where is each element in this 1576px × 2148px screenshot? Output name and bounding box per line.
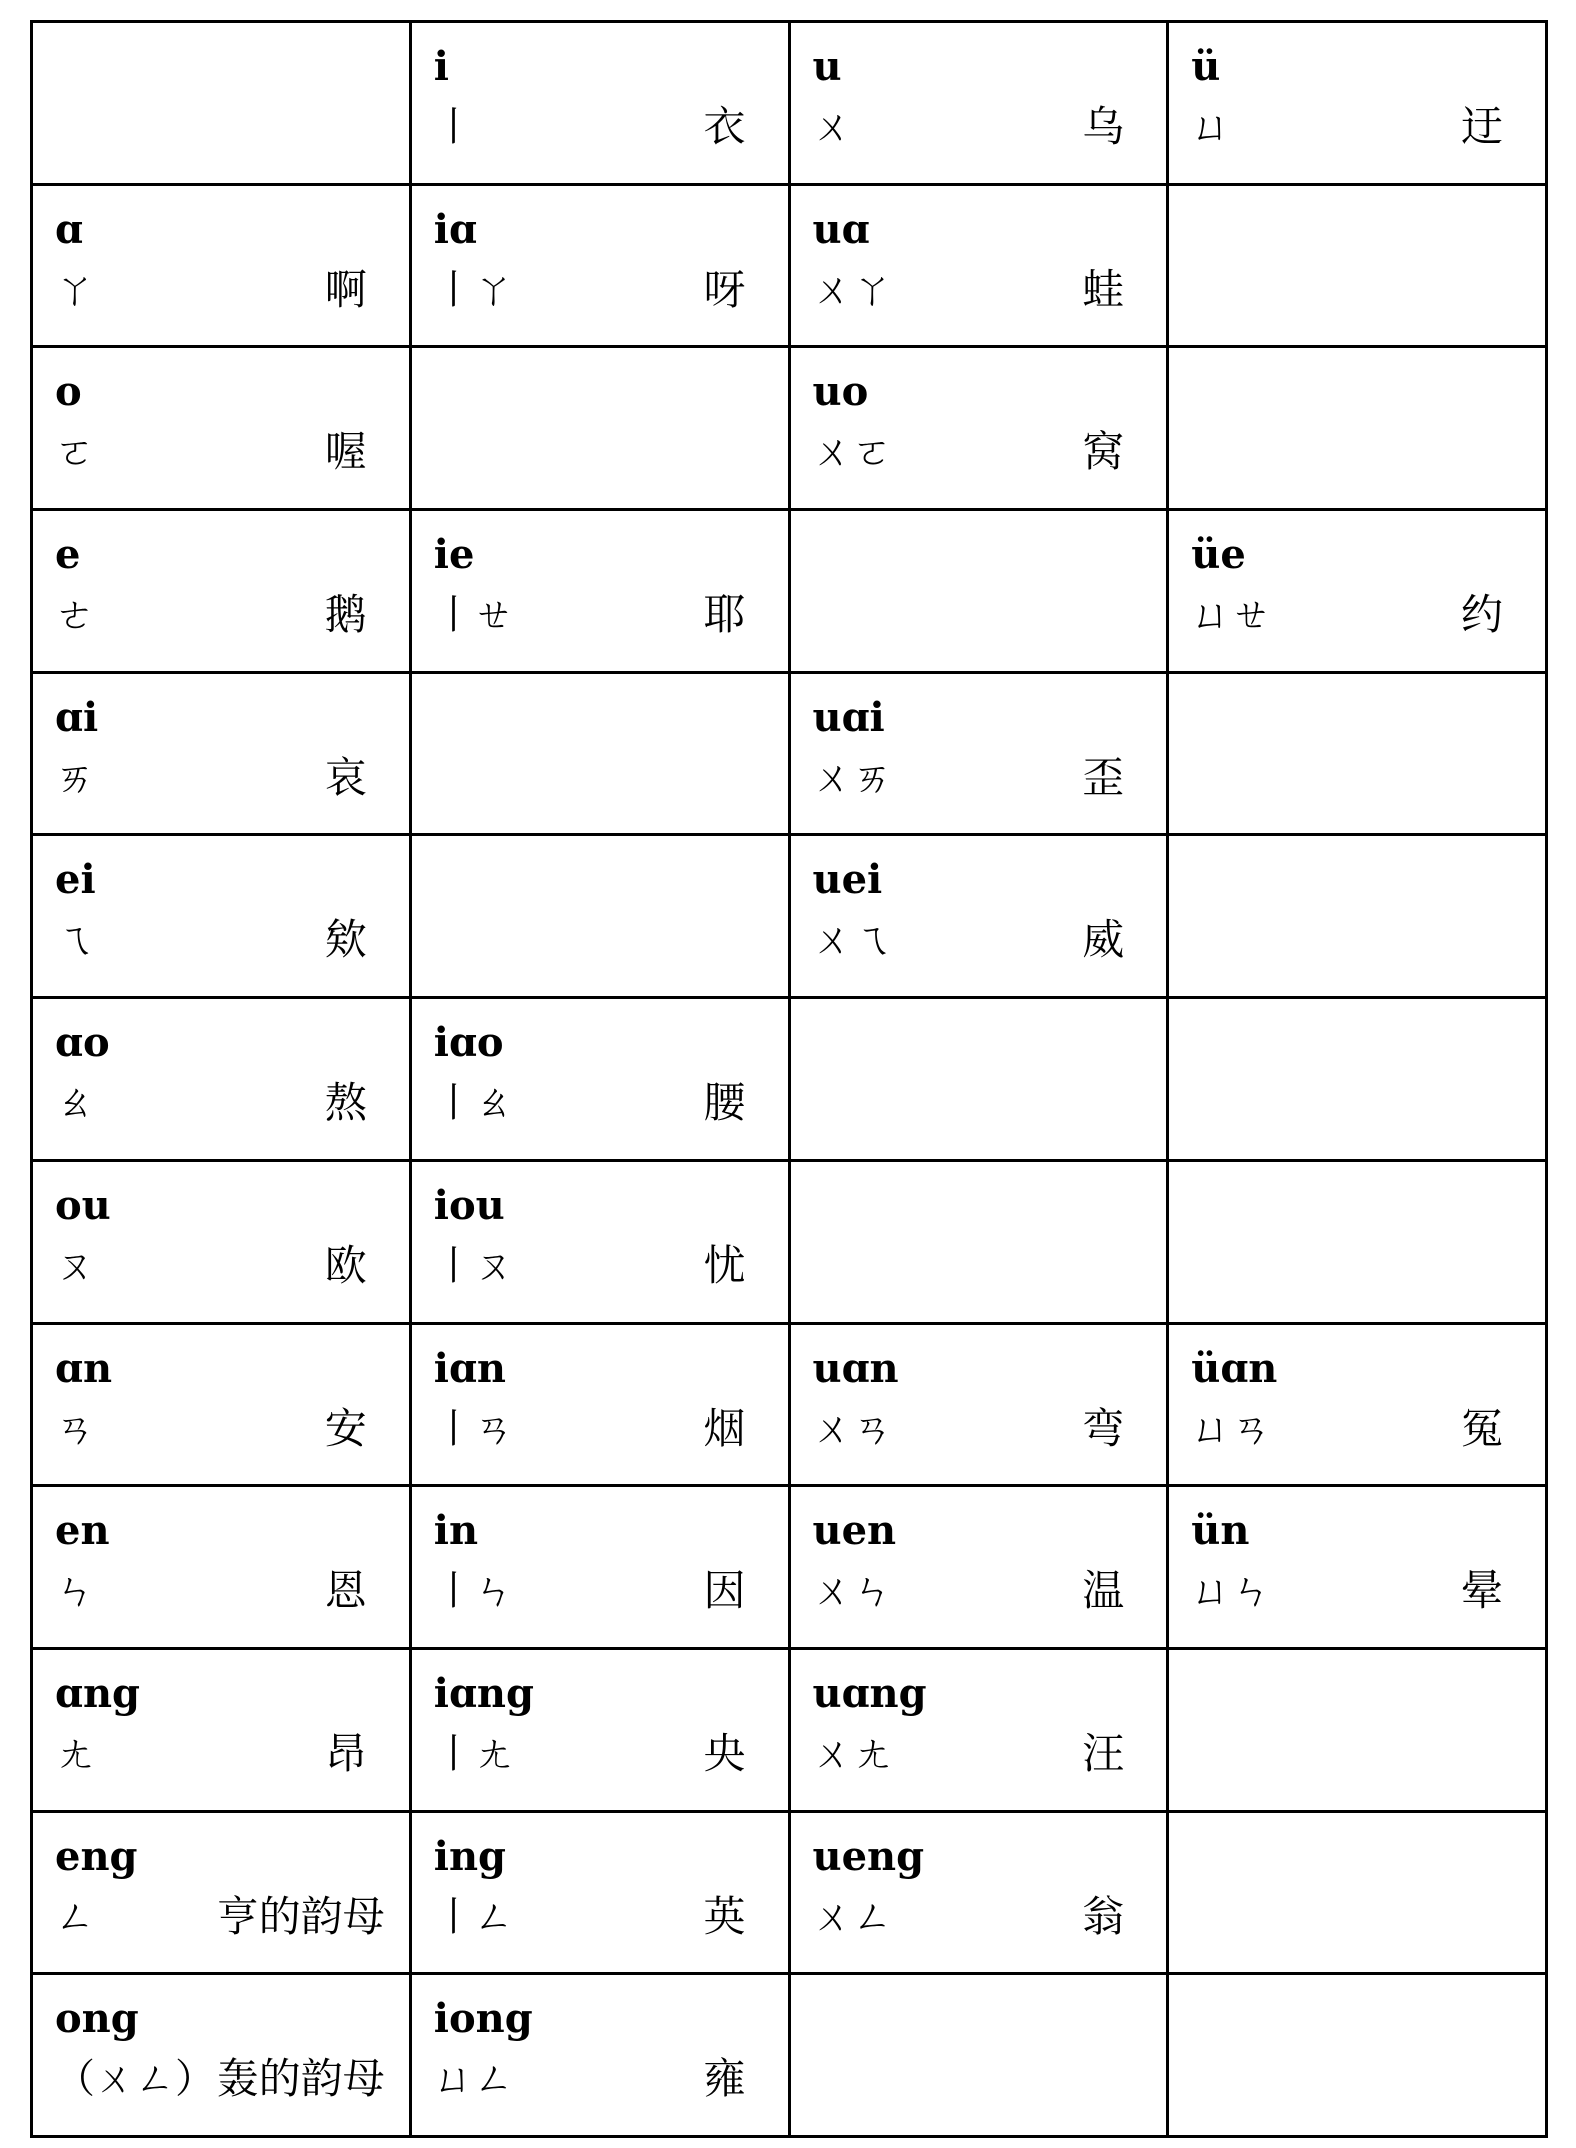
pinyin-label: i	[433, 43, 449, 90]
zhuyin-label: ㄛ	[55, 429, 95, 476]
cell-content	[791, 23, 1167, 183]
table-row	[32, 1160, 1547, 1323]
pinyin-label: uɑn	[812, 1344, 899, 1392]
pinyin-label: ɑ	[55, 205, 83, 253]
table-cell	[789, 1648, 1168, 1811]
zhuyin-label: ㄩㄝ	[1191, 592, 1272, 639]
pinyin-label: uɑi	[812, 693, 885, 741]
table-cell	[1168, 184, 1547, 347]
zhuyin-label: ㄩ	[1191, 104, 1232, 150]
cell-content	[1169, 999, 1545, 1159]
cell-content	[33, 23, 409, 183]
zhuyin-label: 丨ㄡ	[433, 1242, 514, 1289]
table-cell	[789, 1974, 1168, 2137]
cell-content	[412, 1975, 788, 2135]
cell-content	[33, 1975, 409, 2135]
zhuyin-label: ㄨㄥ	[812, 1893, 893, 1940]
cell-content	[1169, 23, 1545, 183]
example-character: 威	[1082, 915, 1125, 965]
pinyin-label: u	[812, 43, 842, 90]
example-character: 安	[324, 1403, 367, 1453]
cell-content	[412, 23, 788, 183]
cell-content	[412, 1487, 788, 1647]
example-character: 啊	[324, 264, 367, 314]
table-cell	[32, 998, 411, 1161]
pinyin-label: ɑi	[55, 693, 99, 741]
table-cell	[789, 510, 1168, 673]
table-cell	[789, 835, 1168, 998]
cell-content	[33, 1162, 409, 1322]
cell-content	[412, 186, 788, 346]
zhuyin-label: ㄣ	[55, 1568, 95, 1615]
table-cell	[789, 184, 1168, 347]
pinyin-label: ün	[1191, 1507, 1250, 1555]
table-cell	[32, 1486, 411, 1649]
table-cell	[1168, 1160, 1547, 1323]
cell-content	[791, 836, 1167, 996]
table-cell	[410, 998, 789, 1161]
zhuyin-label: 丨ㄝ	[433, 592, 514, 639]
zhuyin-label: 丨ㄤ	[433, 1730, 514, 1777]
pinyin-label: üɑn	[1191, 1344, 1278, 1392]
cell-content	[1169, 186, 1545, 346]
zhuyin-label: 丨ㄥ	[433, 1893, 514, 1940]
pinyin-label: o	[55, 368, 82, 416]
zhuyin-label: ㄚ	[55, 266, 95, 313]
table-row	[32, 1811, 1547, 1974]
table-row	[32, 1648, 1547, 1811]
example-character: 耶	[703, 590, 746, 640]
pinyin-label: ou	[55, 1181, 111, 1229]
cell-content	[791, 1650, 1167, 1810]
cell-content	[412, 674, 788, 834]
table-cell	[32, 347, 411, 510]
cell-content	[412, 1325, 788, 1485]
zhuyin-label: 丨ㄢ	[433, 1405, 514, 1452]
cell-content	[791, 1325, 1167, 1485]
example-character: 忧	[703, 1240, 746, 1290]
pinyin-label: uei	[812, 856, 883, 904]
cell-content	[1169, 836, 1545, 996]
cell-content	[33, 1813, 409, 1973]
table-cell	[1168, 1811, 1547, 1974]
cell-content	[791, 674, 1167, 834]
table-cell	[410, 672, 789, 835]
finals-table	[30, 20, 1548, 2138]
cell-content	[1169, 1487, 1545, 1647]
example-character: 欸	[324, 915, 367, 965]
table-cell	[32, 1160, 411, 1323]
pinyin-label: üe	[1191, 531, 1246, 579]
example-character: 乌	[1082, 102, 1125, 151]
table-cell	[410, 1486, 789, 1649]
table-cell	[32, 1648, 411, 1811]
zhuyin-label: ㄟ	[55, 917, 95, 964]
zhuyin-label: 丨ㄣ	[433, 1568, 514, 1615]
pinyin-label: ing	[433, 1832, 506, 1880]
zhuyin-label: ㄢ	[55, 1405, 95, 1452]
cell-content	[791, 999, 1167, 1159]
example-character: 熬	[324, 1078, 367, 1128]
pinyin-label: iou	[433, 1181, 505, 1229]
pinyin-label: uɑng	[812, 1669, 927, 1717]
table-cell	[1168, 1323, 1547, 1486]
example-character: 晕	[1460, 1566, 1503, 1616]
cell-content	[1169, 1975, 1545, 2135]
cell-content	[33, 674, 409, 834]
cell-content	[33, 511, 409, 671]
zhuyin-label: ㄨ	[812, 104, 853, 150]
table-cell	[410, 1648, 789, 1811]
table-cell	[789, 1811, 1168, 1974]
table-cell	[32, 672, 411, 835]
example-character: 喔	[324, 427, 367, 477]
table-cell	[410, 510, 789, 673]
cell-content	[791, 1813, 1167, 1973]
zhuyin-label: ㄨㄣ	[812, 1568, 893, 1615]
example-character: 腰	[703, 1078, 746, 1128]
example-character: 昂	[324, 1728, 367, 1778]
table-cell	[410, 1974, 789, 2137]
cell-content	[791, 1487, 1167, 1647]
table-cell	[789, 998, 1168, 1161]
table-cell	[1168, 1974, 1547, 2137]
example-character: 窝	[1082, 427, 1125, 477]
example-character: 轰的韵母	[216, 2054, 385, 2104]
cell-content	[412, 1162, 788, 1322]
example-character: 温	[1082, 1566, 1125, 1616]
cell-content	[791, 1975, 1167, 2135]
pinyin-label: eng	[55, 1832, 138, 1880]
table-cell	[1168, 672, 1547, 835]
pinyin-label: iong	[433, 1995, 533, 2043]
table-cell	[789, 1323, 1168, 1486]
table-cell	[1168, 1486, 1547, 1649]
example-character: 恩	[324, 1566, 367, 1616]
table-cell	[789, 672, 1168, 835]
cell-content	[33, 348, 409, 508]
zhuyin-label: 丨	[433, 104, 474, 150]
table-cell	[410, 1323, 789, 1486]
example-character: 央	[703, 1728, 746, 1778]
example-character: 因	[703, 1566, 746, 1616]
zhuyin-label: ㄨㄞ	[812, 754, 893, 801]
table-cell	[1168, 1648, 1547, 1811]
table-row	[32, 998, 1547, 1161]
zhuyin-label: 丨ㄠ	[433, 1080, 514, 1127]
example-character: 英	[703, 1891, 746, 1941]
cell-content	[412, 1650, 788, 1810]
example-character: 欧	[324, 1240, 367, 1290]
cell-content	[1169, 1162, 1545, 1322]
zhuyin-label: ㄡ	[55, 1242, 95, 1289]
zhuyin-label: 丨ㄚ	[433, 266, 514, 313]
cell-content	[791, 186, 1167, 346]
zhuyin-label: ㄞ	[55, 754, 95, 801]
zhuyin-label: ㄨㄤ	[812, 1730, 893, 1777]
zhuyin-label: ㄨㄛ	[812, 429, 893, 476]
example-character: 歪	[1082, 752, 1125, 802]
cell-content	[1169, 348, 1545, 508]
table-row	[32, 1974, 1547, 2137]
pinyin-label: iɑo	[433, 1019, 504, 1067]
pinyin-label: iɑn	[433, 1344, 506, 1392]
pinyin-label: ueng	[812, 1832, 925, 1880]
cell-content	[33, 1487, 409, 1647]
example-character: 弯	[1082, 1403, 1125, 1453]
pinyin-label: uen	[812, 1507, 897, 1555]
zhuyin-label: ㄨㄟ	[812, 917, 893, 964]
zhuyin-label: ㄥ	[55, 1893, 95, 1940]
cell-content	[412, 511, 788, 671]
table-cell	[410, 1811, 789, 1974]
example-character: 汪	[1082, 1728, 1125, 1778]
table-cell	[32, 1974, 411, 2137]
table-row	[32, 672, 1547, 835]
example-character: 鹅	[324, 590, 367, 640]
zhuyin-label: ㄩㄢ	[1191, 1405, 1272, 1452]
cell-content	[33, 1650, 409, 1810]
zhuyin-label: ㄠ	[55, 1080, 95, 1127]
table-cell	[1168, 510, 1547, 673]
table-cell	[32, 184, 411, 347]
zhuyin-label: （ㄨㄥ）	[55, 2056, 215, 2103]
example-character: 哀	[324, 752, 367, 802]
table-row	[32, 347, 1547, 510]
table-cell	[1168, 998, 1547, 1161]
zhuyin-label: ㄤ	[55, 1730, 95, 1777]
pinyin-label: ü	[1191, 43, 1221, 90]
table-cell	[1168, 22, 1547, 185]
pinyin-label: in	[433, 1507, 479, 1555]
pinyin-label: ei	[55, 856, 96, 904]
pinyin-label: en	[55, 1507, 110, 1555]
cell-content	[1169, 511, 1545, 671]
cell-content	[1169, 1650, 1545, 1810]
pinyin-label: ɑng	[55, 1669, 141, 1717]
cell-content	[412, 999, 788, 1159]
table-cell	[410, 347, 789, 510]
cell-content	[1169, 674, 1545, 834]
zhuyin-label: ㄩㄣ	[1191, 1568, 1272, 1615]
cell-content	[33, 1325, 409, 1485]
table-row	[32, 184, 1547, 347]
cell-content	[412, 348, 788, 508]
cell-content	[33, 186, 409, 346]
zhuyin-label: ㄩㄥ	[433, 2056, 514, 2103]
example-character: 翁	[1082, 1891, 1125, 1941]
table-row	[32, 510, 1547, 673]
table-cell	[410, 1160, 789, 1323]
table-cell	[789, 1486, 1168, 1649]
pinyin-label: ɑn	[55, 1344, 113, 1392]
zhuyin-label: ㄨㄚ	[812, 266, 893, 313]
table-cell	[1168, 347, 1547, 510]
cell-content	[33, 836, 409, 996]
pinyin-label: uɑ	[812, 205, 870, 253]
table-cell	[410, 835, 789, 998]
zhuyin-label: ㄜ	[55, 592, 95, 639]
cell-content	[791, 511, 1167, 671]
pinyin-label: iɑng	[433, 1669, 534, 1717]
zhuyin-label: ㄨㄢ	[812, 1405, 893, 1452]
cell-content	[412, 836, 788, 996]
table-cell	[789, 1160, 1168, 1323]
example-character: 亨的韵母	[216, 1891, 385, 1941]
pinyin-label: ɑo	[55, 1019, 110, 1067]
cell-content	[1169, 1325, 1545, 1485]
table-row	[32, 1486, 1547, 1649]
example-character: 呀	[703, 264, 746, 314]
example-character: 衣	[703, 102, 746, 151]
table-cell	[32, 1323, 411, 1486]
cell-content	[412, 1813, 788, 1973]
cell-content	[1169, 1813, 1545, 1973]
table-cell	[789, 347, 1168, 510]
example-character: 烟	[703, 1403, 746, 1453]
table-cell	[32, 510, 411, 673]
table-cell	[789, 22, 1168, 185]
table-cell	[32, 22, 411, 185]
pinyin-label: iɑ	[433, 205, 477, 253]
table-cell	[410, 22, 789, 185]
table-cell	[32, 1811, 411, 1974]
pinyin-label: e	[55, 531, 81, 579]
pinyin-label: ie	[433, 531, 475, 579]
cell-content	[791, 1162, 1167, 1322]
table-cell	[410, 184, 789, 347]
example-character: 迂	[1460, 102, 1503, 151]
example-character: 约	[1460, 590, 1503, 640]
example-character: 冤	[1460, 1403, 1503, 1453]
example-character: 雍	[703, 2054, 746, 2104]
pinyin-label: ong	[55, 1995, 139, 2043]
example-character: 蛙	[1082, 264, 1125, 314]
cell-content	[33, 999, 409, 1159]
table-cell	[32, 835, 411, 998]
pinyin-label: uo	[812, 368, 869, 416]
table-cell	[1168, 835, 1547, 998]
table-row	[32, 22, 1547, 185]
table-row	[32, 1323, 1547, 1486]
table-row	[32, 835, 1547, 998]
cell-content	[791, 348, 1167, 508]
finals-table-body	[32, 22, 1547, 2137]
